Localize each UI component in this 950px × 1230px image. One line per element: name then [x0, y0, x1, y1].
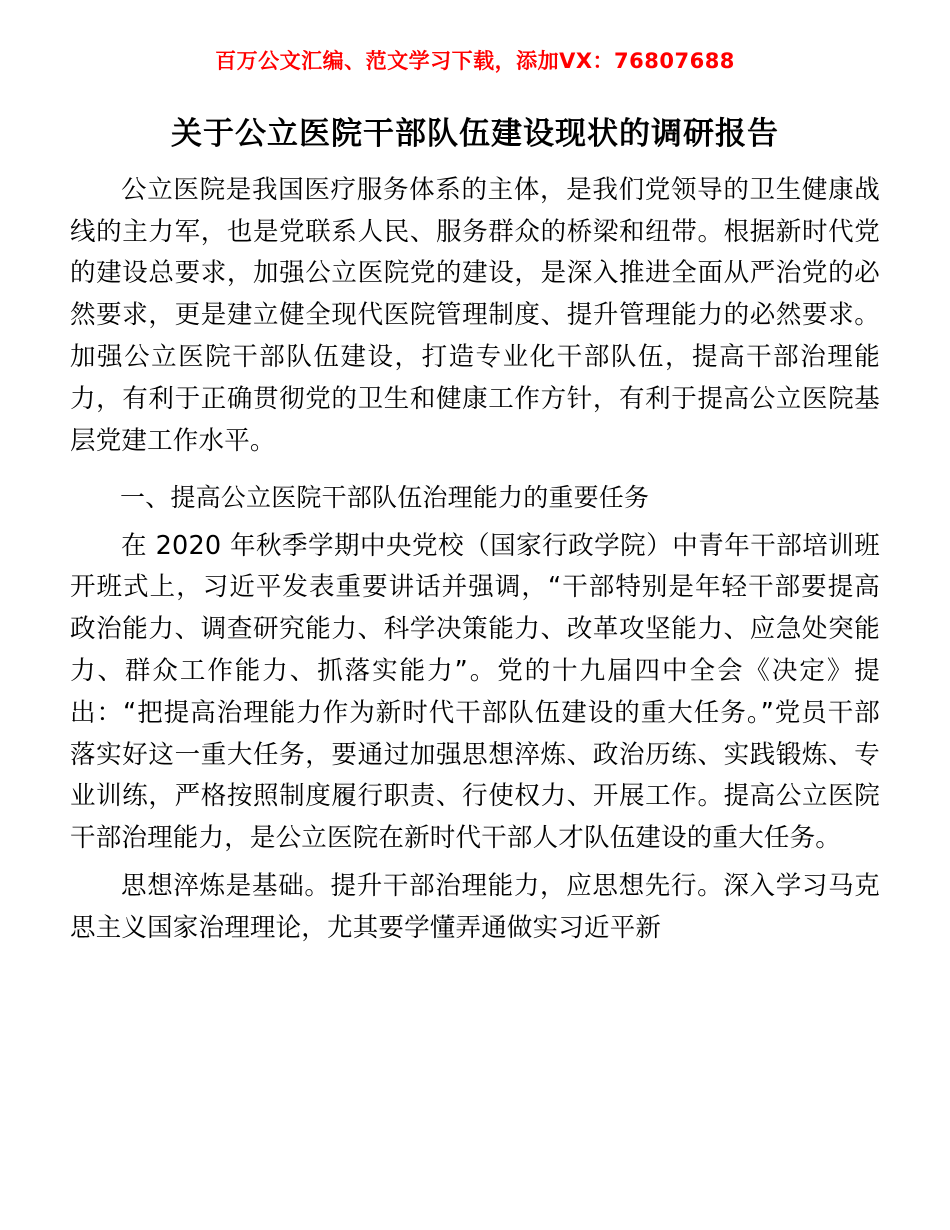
- promo-banner-text: 百万公文汇编、范文学习下载，添加VX：76807688: [215, 49, 735, 73]
- page-title: 关于公立医院干部队伍建设现状的调研报告: [171, 116, 779, 152]
- section-heading-1: 一、提高公立医院干部队伍治理能力的重要任务: [120, 482, 650, 512]
- paragraph-section1-2: 思想淬炼是基础。提升干部治理能力，应思想先行。深入学习马克思主义国家治理理论，尤其要学懂弄通做实习近平新: [70, 871, 880, 943]
- document-body: [70, 170, 880, 950]
- paragraph-section1-1: 在 2020 年秋季学期中央党校（国家行政学院）中青年干部培训班开班式上，习近平发表重要讲话并强调，“干部特别是年轻干部要提高政治能力、调查研究能力、科学决策能力、改革攻坚能力、应急处突能力、群众工作能力、抓落实能力”。党的十九届四中全会《决定》提出：“把提高治理能力作为新时代干部队伍建设的重大任务。”党员干部落实好这一重大任务，要通过加强思想淬炼、政治历练、实践锻炼、专业训练，严格按照制度履行职责、行使权力、开展工作。提高公立医院干部治理能力，是公立医院在新时代干部人才队伍建设的重大任务。: [70, 530, 880, 854]
- paragraph-intro: 公立医院是我国医疗服务体系的主体，是我们党领导的卫生健康战线的主力军，也是党联系人民、服务群众的桥梁和纽带。根据新时代党的建设总要求，加强公立医院党的建设，是深入推进全面从严治党的必然要求，更是建立健全现代医院管理制度、提升管理能力的必然要求。加强公立医院干部队伍建设，打造专业化干部队伍，提高干部治理能力，有利于正确贯彻党的卫生和健康工作方针，有利于提高公立医院基层党建工作水平。: [70, 174, 880, 456]
